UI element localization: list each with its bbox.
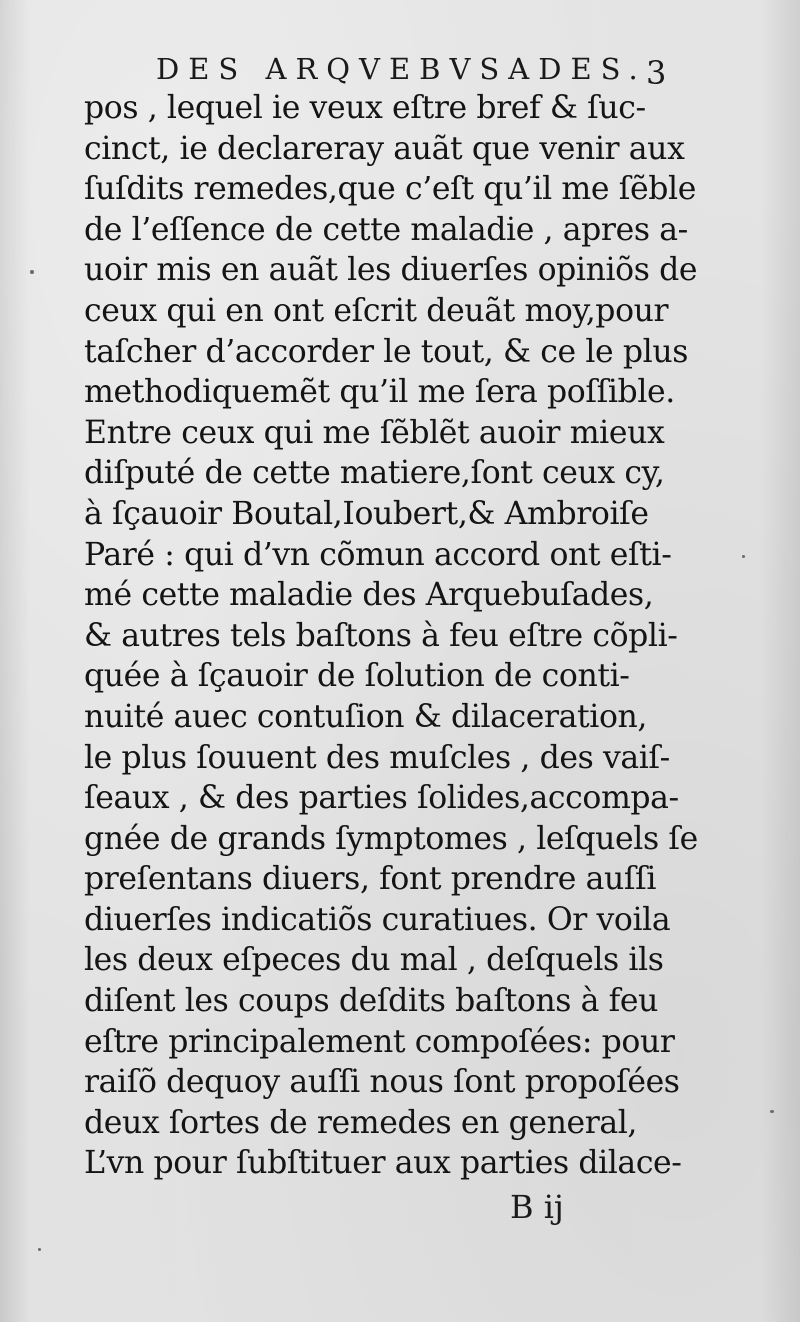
paper-speck: [742, 555, 745, 558]
text-line: ſuſdits remedes,que c’eſt qu’il me ſẽble: [84, 171, 696, 208]
page-number: 3: [646, 54, 667, 92]
paper-speck: [30, 270, 34, 274]
text-line: diuerſes indicatiõs curatiues. Or voila: [84, 901, 671, 938]
text-line: cinct, ie declareray auãt que venir aux: [84, 130, 685, 167]
text-line: eſtre principalement compoſées: pour: [84, 1023, 675, 1060]
text-line: de l’eſſence de cette maladie , apres a-: [84, 211, 688, 248]
text-line: deux ſortes de remedes en general,: [84, 1104, 638, 1141]
text-line: les deux eſpeces du mal , deſquels ils: [84, 942, 664, 979]
text-line: diſputé de cette matiere,ſont ceux cy,: [84, 455, 665, 492]
text-line: L’vn pour ſubſtituer aux parties dilace-: [84, 1145, 682, 1182]
text-line: Entre ceux qui me ſẽblẽt auoir mieux: [84, 414, 665, 451]
text-line: raiſõ dequoy auſſi nous ſont propoſées: [84, 1064, 680, 1101]
text-line: nuité auec contuſion & dilaceration,: [84, 698, 648, 735]
text-line: Paré : qui d’vn cõmun accord ont eſti-: [84, 536, 672, 573]
text-line: gnée de grands ſymptomes , leſquels ſe: [84, 820, 698, 857]
text-line: & autres tels baſtons à feu eſtre cõpli-: [84, 617, 678, 654]
text-line: ſeaux , & des parties ſolides,accompa-: [84, 780, 679, 817]
text-line: methodiquemẽt qu’il me ſera poſſible.: [84, 374, 675, 411]
text-line: diſent les coups deſdits baſtons à feu: [84, 983, 659, 1020]
body-text: [84, 88, 698, 1184]
text-line: à ſçauoir Boutal,Ioubert,& Ambroiſe: [84, 495, 649, 532]
text-line: quée à ſçauoir de ſolution de conti-: [84, 658, 630, 695]
signature-mark: B ij: [510, 1188, 564, 1226]
text-line: ceux qui en ont eſcrit deuãt moy,pour: [84, 292, 669, 329]
paper-speck: [770, 1110, 774, 1113]
text-line: taſcher d’accorder le tout, & ce le plus: [84, 333, 688, 370]
paper-speck: [38, 1248, 41, 1251]
running-head: DES ARQVEBVSADES.: [156, 52, 647, 86]
text-line: le plus ſouuent des muſcles , des vaiſ-: [84, 739, 670, 776]
text-line: pos , lequel ie veux eſtre bref & ſuc-: [84, 90, 646, 126]
text-line: preſentans diuers, font prendre auſſi: [84, 861, 657, 898]
text-line: uoir mis en auãt les diuerſes opiniõs de: [84, 252, 698, 289]
text-line: mé cette maladie des Arquebuſades,: [84, 577, 654, 614]
